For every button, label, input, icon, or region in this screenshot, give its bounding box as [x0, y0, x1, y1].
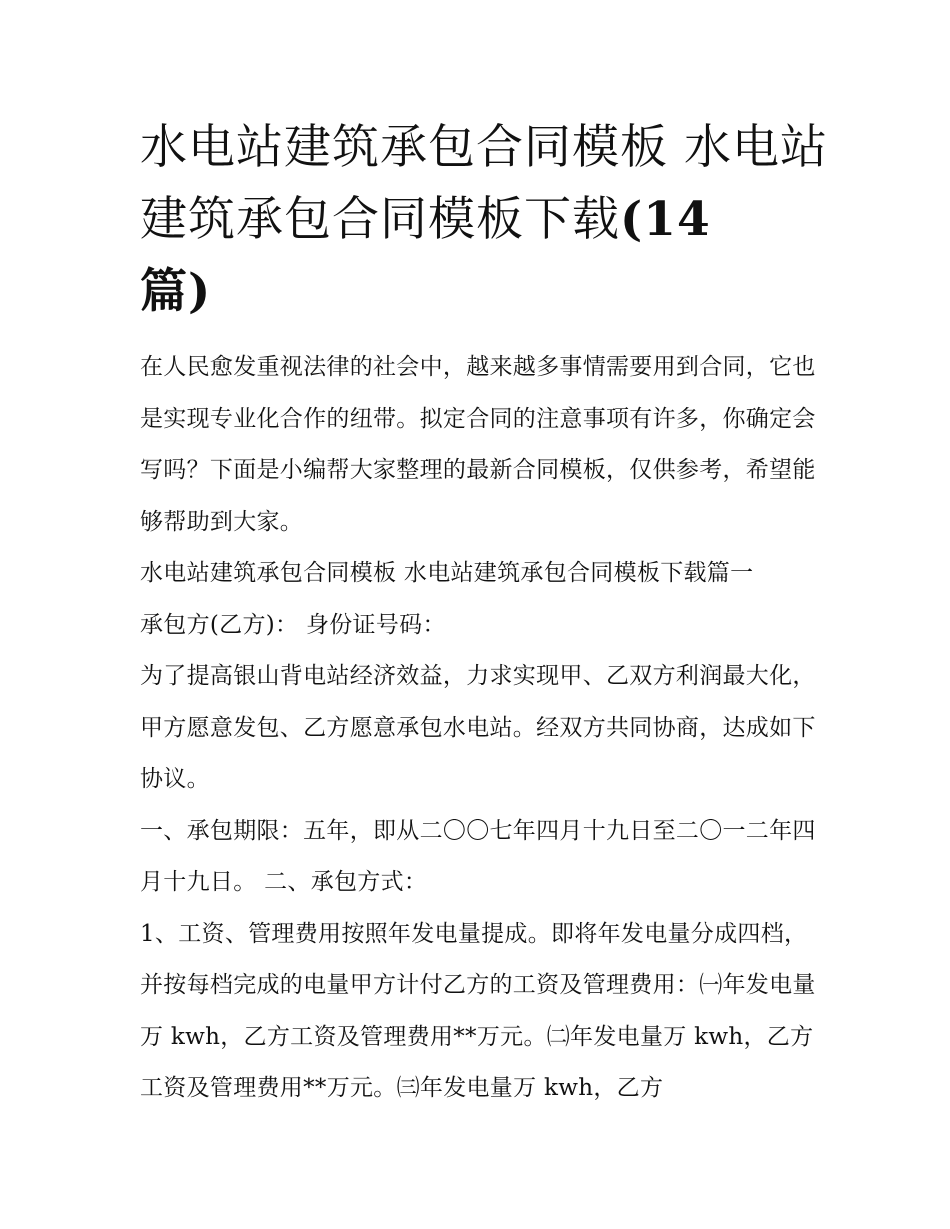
- title-main: 水电站建筑承包合同模板 水电站建筑承包合同模板下载: [140, 120, 828, 247]
- section-heading: 水电站建筑承包合同模板 水电站建筑承包合同模板下载篇一: [140, 560, 754, 586]
- title-count: (14: [620, 192, 711, 247]
- clause-term: 一、承包期限：五年，即从二〇〇七年四月十九日至二〇一二年四月十九日。 二、承包方式：: [140, 817, 816, 895]
- clause-payment: 1、工资、管理费用按照年发电量提成。即将年发电量分成四档，并按每档完成的电量甲方计付乙方的工资及管理费用：㈠年发电量万 kwh，乙方工资及管理费用**万元。㈡年发电量万 kwh，乙方工资及管理费用**万元。㈢年发电量万 kwh，乙方: [140, 920, 816, 1101]
- document-content: [140, 112, 830, 1115]
- title-end: 篇): [140, 264, 212, 319]
- purpose-paragraph: 为了提高银山背电站经济效益，力求实现甲、乙双方利润最大化，甲方愿意发包、乙方愿意承包水电站。经双方共同协商，达成如下协议。: [140, 663, 816, 792]
- intro-paragraph: 在人民愈发重视法律的社会中，越来越多事情需要用到合同，它也是实现专业化合作的纽带。拟定合同的注意事项有许多，你确定会写吗？下面是小编帮大家整理的最新合同模板，仅供参考，希望能够帮助到大家。: [140, 354, 816, 535]
- document-title: [140, 112, 830, 328]
- contractor-line: 承包方(乙方)： 身份证号码：: [140, 611, 446, 638]
